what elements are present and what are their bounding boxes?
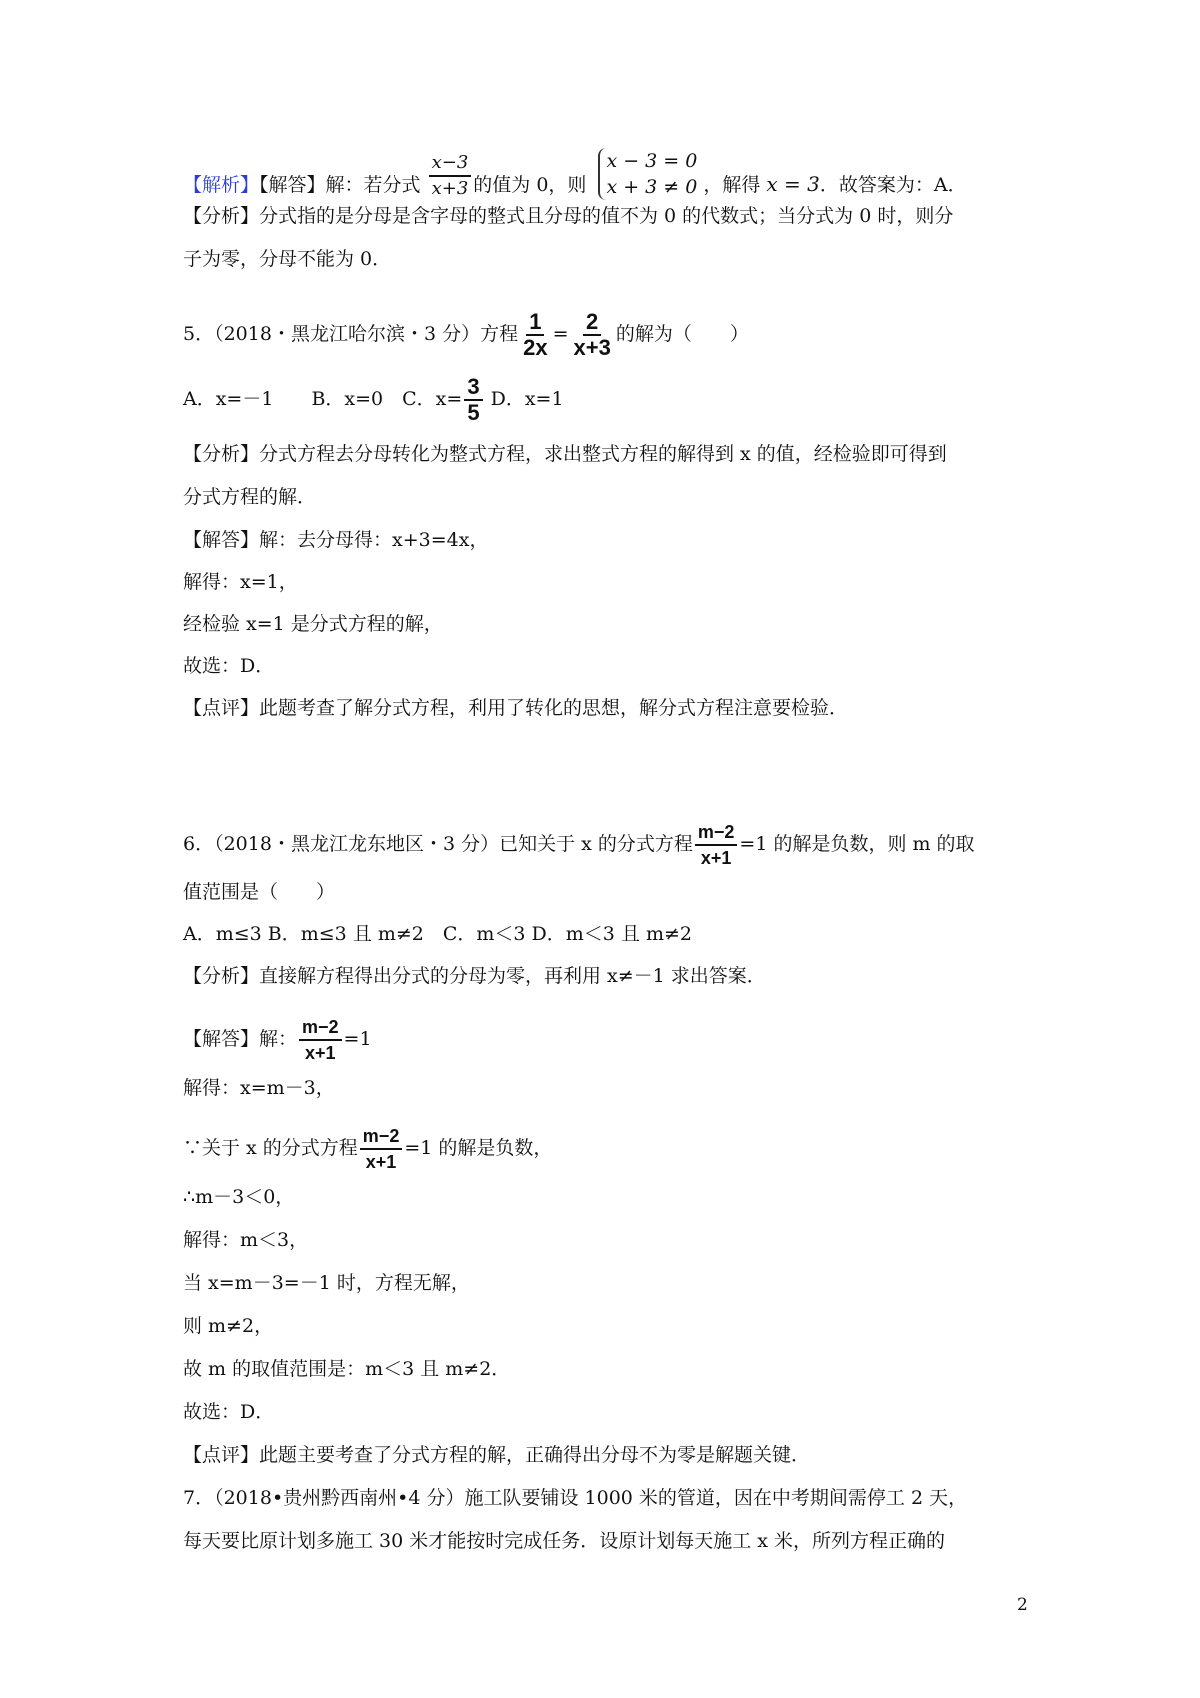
q6-answer-3: ∵关于 x 的分式方程 $\frac{m-2}{x+1}$ =1 的解是负数， [183,1126,553,1172]
answer-tag: 【解答】 [259,174,326,196]
fraction-1-over-2x: $\frac{1}{2x}$ [523,309,548,360]
q7-stem-l2: 每天要比原计划多施工 30 米才能按时完成任务．设原计划每天施工 x 米，所列方程正确的 [183,1530,946,1552]
q4-answer-line: 【解析】【解答】解：若分式 $\frac{x-3}{x+3}$ 的值为 0，则 x − 3 = 0 x + 3 ≠ 0 ，解得 x = 3．故答案为：A． [183,150,967,199]
q5-answer-1: 【解答】解：去分母得：x+3=4x， [183,529,489,551]
q5-stem: 5．（2018・黑龙江哈尔滨・3 分）方程 $\frac{1}{2x}$ = $\frac{2}{x+3}$ 的解为（ ） [183,309,749,360]
q5-answer-3: 经检验 x=1 是分式方程的解， [183,613,443,635]
solution-x-equals-3: x = 3 [766,172,820,196]
fraction-m-minus-2-over-x-plus-1: $\frac{m-2}{x+1}$ [360,1124,403,1174]
q5-answer-4: 故选：D． [183,655,275,677]
q6-stem-l2: 值范围是（ ） [183,881,336,903]
q6-options: A．m≤3 B．m≤3 且 m≠2 C．m＜3 D．m＜3 且 m≠2 [183,923,693,945]
fraction-m-minus-2-over-x-plus-1: $\frac{m-2}{x+1}$ [695,820,738,870]
q4-analysis-l1: 【分析】分式指的是分母是含字母的整式且分母的值不为 0 的代数式；当分式为 0 时，则分 [183,205,954,227]
page-number: 2 [1017,1595,1028,1615]
q6-answer-2: 解得：x=m－3， [183,1077,335,1099]
fraction-2-over-x-plus-3: $\frac{2}{x+3}$ [573,309,611,360]
q6-answer-6: 当 x=m－3=－1 时，方程无解， [183,1272,470,1294]
q6-analysis: 【分析】直接解方程得出分式的分母为零，再利用 x≠－1 求出答案． [183,965,766,987]
q7-stem-l1: 7．（2018•贵州黔西南州•4 分）施工队要铺设 1000 米的管道，因在中考期间需停工 2 天， [183,1487,968,1509]
q6-answer-9: 故选：D． [183,1401,275,1423]
q6-answer-1: 【解答】解： $\frac{m-2}{x+1}$ =1 [183,1017,372,1063]
fraction-3-over-5: $\frac{3}{5}$ [464,375,482,425]
q6-stem: 6．（2018・黑龙江龙东地区・3 分）已知关于 x 的分式方程 $\frac{m-2}{x+1}$ =1 的解是负数，则 m 的取 [183,822,975,868]
q5-analysis-l1: 【分析】分式方程去分母转化为整式方程，求出整式方程的解得到 x 的值，经检验即可得到 [183,443,947,465]
q4-analysis-l2: 子为零，分母不能为 0． [183,248,392,270]
q6-answer-7: 则 m≠2， [183,1315,274,1337]
fraction-x-minus-3-over-x-plus-3: $\frac{x-3}{x+3}$ [429,151,472,201]
q6-answer-5: 解得：m＜3， [183,1229,309,1251]
fraction-m-minus-2-over-x-plus-1: $\frac{m-2}{x+1}$ [299,1015,342,1065]
q6-answer-8: 故 m 的取值范围是：m＜3 且 m≠2． [183,1358,511,1380]
q5-comment: 【点评】此题考查了解分式方程，利用了转化的思想，解分式方程注意要检验． [183,697,849,719]
q6-comment: 【点评】此题主要考查了分式方程的解，正确得出分母不为零是解题关键． [183,1444,811,1466]
q5-analysis-l2: 分式方程的解． [183,486,317,508]
q5-answer-2: 解得：x=1， [183,571,298,593]
q6-answer-4: ∴m－3＜0， [183,1186,295,1208]
equation-system: x − 3 = 0 x + 3 ≠ 0 [598,148,697,200]
jiexi-tag: 【解析】 [183,174,260,196]
q5-options: A．x=－1 B．x=0 C．x= $\frac{3}{5}$ D．x=1 [183,374,564,425]
